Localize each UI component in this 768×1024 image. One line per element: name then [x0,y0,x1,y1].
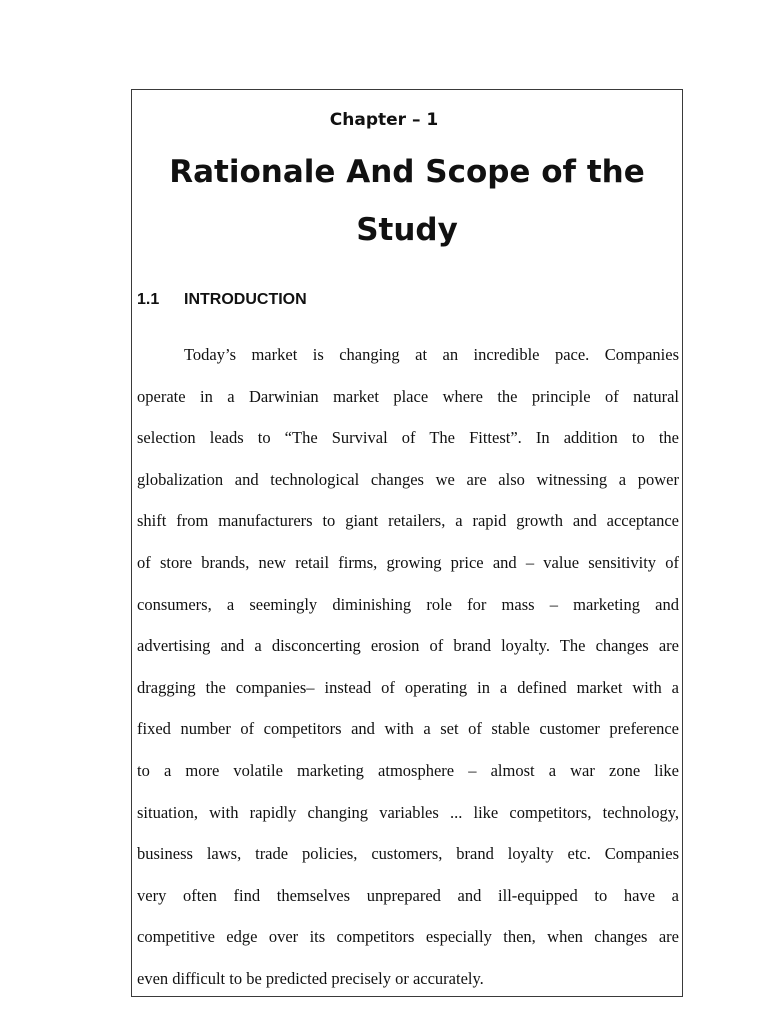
paragraph-line: advertising and a disconcerting erosion of brand loyalty. The changes are [137,636,679,656]
paragraph-line: competitive edge over its competitors especially then, when changes are [137,927,679,947]
section-number: 1.1 [137,291,160,308]
paragraph-line: Today’s market is changing at an incredible pace. Companies [184,345,679,364]
introduction-paragraph [137,334,679,1000]
paragraph-line: situation, with rapidly changing variables ... like competitors, technology, [137,802,679,822]
paragraph-line: fixed number of competitors and with a set of stable customer preference [137,719,679,739]
paragraph-line: even difficult to be predicted precisely or accurately. [137,968,484,988]
paragraph-line: dragging the companies– instead of operating in a defined market with a [137,677,679,697]
paragraph-line: very often find themselves unprepared and ill-equipped to have a [137,885,679,905]
paragraph-line: to a more volatile marketing atmosphere – almost a war zone like [137,760,679,780]
paragraph-line: business laws, trade policies, customers, brand loyalty etc. Companies [137,844,679,864]
section-heading [137,291,307,309]
paragraph-line: globalization and technological changes we are also witnessing a power [137,469,679,489]
paragraph-line: operate in a Darwinian market place where the principle of natural [137,386,679,406]
paragraph-line: selection leads to “The Survival of The Fittest”. In addition to the [137,428,679,448]
paragraph-line: consumers, a seemingly diminishing role for mass – marketing and [137,594,679,614]
section-title: INTRODUCTION [184,291,307,308]
chapter-label: Chapter – 1 [329,110,439,130]
paragraph-line: shift from manufacturers to giant retailers, a rapid growth and acceptance [137,511,679,531]
chapter-title-line-1: Rationale And Scope of the [169,154,645,190]
chapter-title-line-2: Study [356,212,458,248]
chapter-title [131,143,683,259]
paragraph-line: of store brands, new retail firms, growing price and – value sensitivity of [137,552,679,572]
